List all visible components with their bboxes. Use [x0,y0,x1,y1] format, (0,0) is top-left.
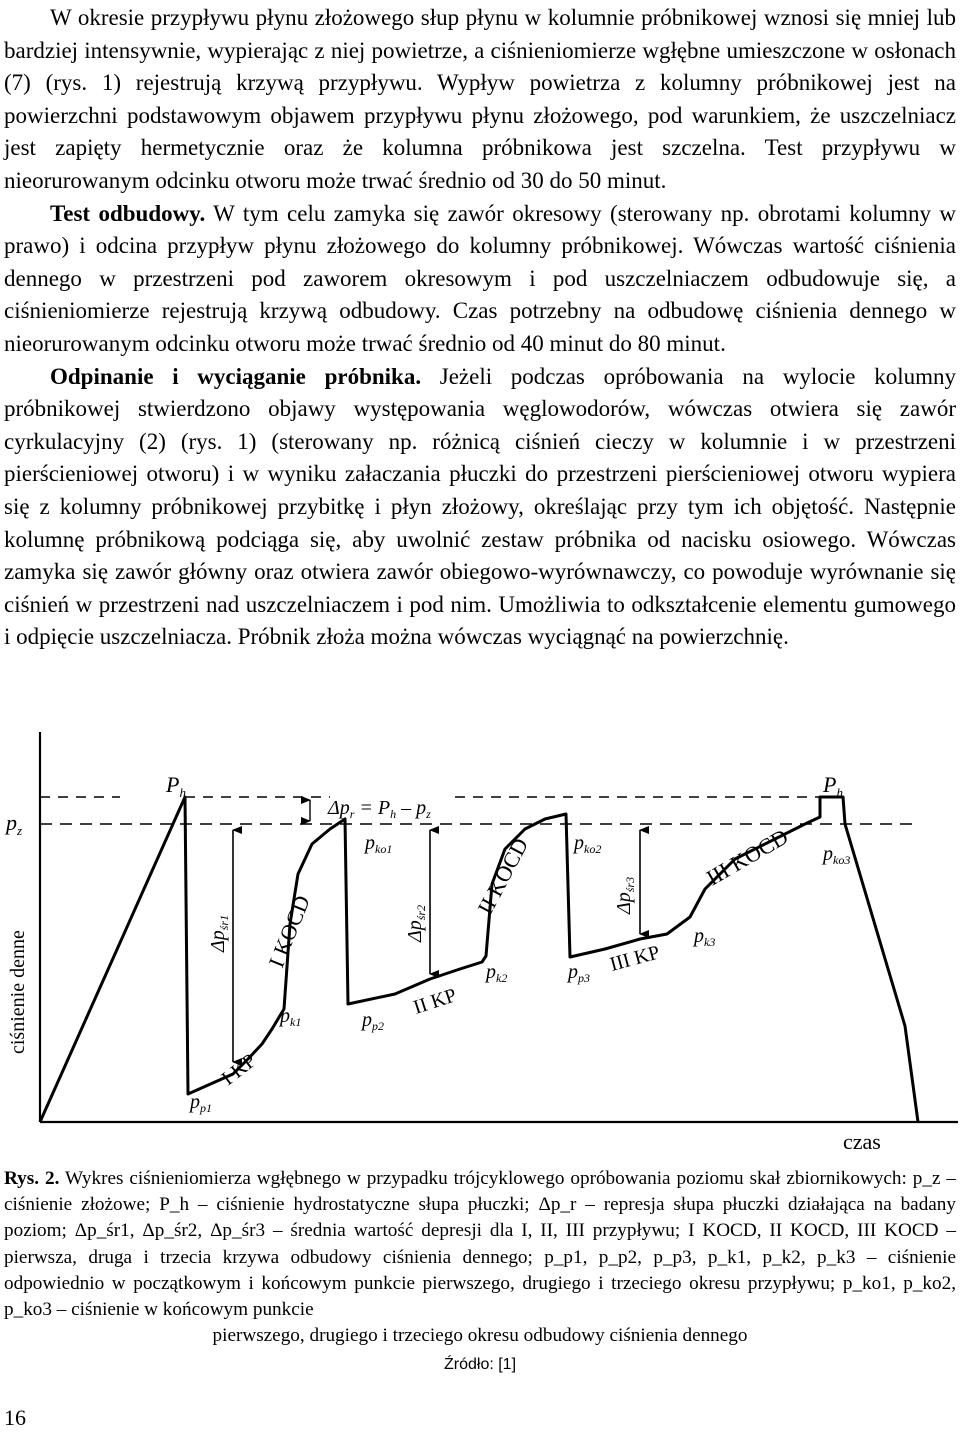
label-iikocd: II KOCD [472,833,534,919]
label-dpsr1: $\Delta p_{śr1}$ [207,914,231,952]
label-pko2: $p_{ko2}$ [574,832,602,856]
heading-buildup-test: Test odbudowy. [50,200,206,226]
caption-last-line: pierwszego, drugiego i trzeciego okresu odbudowy ciśnienia dennego [212,1325,748,1347]
label-ph-2: $P_h$ [823,772,843,800]
figure-caption [4,1166,956,1349]
label-pp2: $p_{p2}$ [362,1009,384,1033]
paragraph-release-text: Jeżeli podczas opróbowania na wylocie kolumny próbnikowej stwierdzono objawy występowania węglowodorów, wówczas otwiera się zawór cyrkulacyjny (2) (rys. 1) (sterowany np. różnicą ciśnień cieczy w kolumnie i w przestrzeni pierścieniowej otworu) i w wyniku załaczania płuczki do przestrzeni pierścieniowej otworu wypiera się z kolumny próbnikowej przybitkę i płyn złożowy, określając przy tym ich objętość. Następnie kolumnę próbnikową podciąga się, aby uwolnić zestaw próbnika od nacisku osiowego. Wówczas zamyka się zawór główny oraz otwiera zawór obiegowo-wyrównawczy, co powoduje wyrównanie się ciśnień w przestrzeni nad uszczelniaczem i pod nim. Umożliwia to odkształcenie elementu gumowego i odpięcie uszczelniacza. Próbnik złoża można wówczas wyciągnąć na powierzchnię. [4,363,956,650]
label-pko3: $p_{ko3}$ [823,843,851,867]
source-note: Źródło: [1] [443,1356,517,1373]
label-pz: $p_z$ [6,810,23,838]
label-pk3: $p_{k3}$ [694,925,716,949]
label-ikocd: I KOCD [263,891,315,971]
label-dpr: $\Delta p_r = P_h - p_z$ [328,797,431,821]
page-number: 16 [4,1405,26,1430]
heading-release: Odpinanie i wyciąganie próbnika. [50,363,422,389]
label-dpsr3: $\Delta p_{śr3}$ [613,876,637,914]
paragraph-release [4,361,956,654]
label-ph: $P_h$ [166,772,186,800]
label-dpsr2: $\Delta p_{śr2}$ [404,904,428,942]
paragraph-buildup-text: W tym celu zamyka się zawór okresowy (sterowany np. obrotami kolumny w prawo) i odcina przypływ płynu złożowego do kolumny próbnikowej. Wówczas wartość ciśnienia dennego w przestrzeni pod zaworem okresowym i pod uszczelniaczem odbudowuje się, a ciśnieniomierze rejestrują krzywą odbudowy. Czas potrzebny na odbudowę ciśnienia dennego w nieorurowanym odcinku otworu może trwać średnio od 40 minut do 80 minut. [4,200,956,356]
label-iiikocd: III KOCD [702,823,793,891]
label-pp3: $p_{p3}$ [568,961,590,985]
y-axis-label: ciśnienie denne [7,930,29,1054]
caption-label: Rys. 2. [4,1168,60,1189]
label-pp1: $p_{p1}$ [190,1091,212,1115]
label-pk2: $p_{k2}$ [486,961,508,985]
paragraph-buildup [4,198,956,361]
label-ikp: I KP [217,1049,261,1090]
label-pk1: $p_{k1}$ [280,1005,302,1029]
paragraph-inflow: W okresie przypływu płynu złożowego słup płynu w kolumnie próbnikowej wznosi się mniej lub bardziej intensywnie, wypierając z niej powietrze, a ciśnieniomierze wgłębne umieszczone w osłonach (7) (rys. 1) rejestrują krzywą przypływu. Wypływ powietrza z kolumny próbnikowej jest na powierzchni podstawowym objawem przypływu płynu złożowego, pod warunkiem, że uszczelniacz jest zapięty hermetycznie oraz że kolumna próbnikowa jest szczelna. Test przypływu w nieorurowanym odcinku otworu może trwać średnio od 30 do 50 minut. [4,5,956,193]
label-iikp: II KP [410,984,460,1019]
caption-text: Wykres ciśnieniomierza wgłębnego w przypadku trójcyklowego opróbowania poziomu skał zbiornikowych: p_z – ciśnienie złożowe; P_h – ciśnienie hydrostatyczne słupa płuczki; Δp_r – represja słupa płuczki działająca na badany poziom; Δp_śr1, Δp_śr2, Δp_śr3 – średnia wartość depresji dla I, II, III przypływu; I KOCD, II KOCD, III KOCD – pierwsza, druga i trzecia krzywa odbudowy ciśnienia dennego; p_p1, p_p2, p_p3, p_k1, p_k2, p_k3 – ciśnienie odpowiednio w początkowym i końcowym punkcie pierwszego, drugiego i trzeciego okresu przypływu; p_ko1, p_ko2, p_ko3 – ciśnienie w końcowym punkcie [4,1168,956,1321]
body-text [4,2,956,654]
x-axis-label: czas [843,1129,881,1154]
label-pko1: $p_{ko1}$ [365,832,393,856]
pressure-chart [0,724,960,1156]
label-iiikp: III KP [607,941,663,976]
pressure-chart-figure [0,724,960,1156]
